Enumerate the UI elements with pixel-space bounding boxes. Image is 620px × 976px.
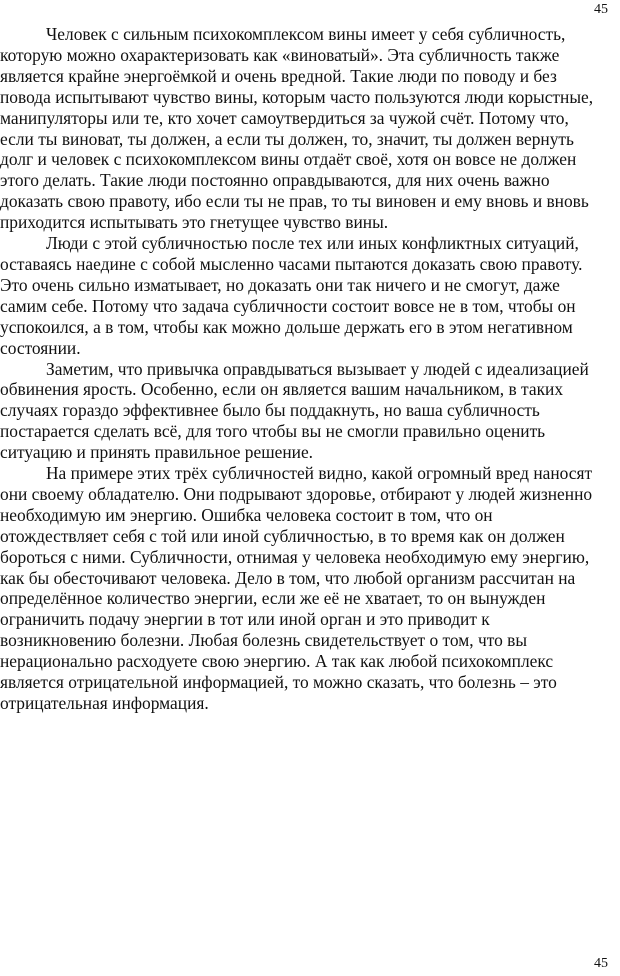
text-line: как бы обесточивают человека. Дело в том, что любой организм рассчитан на	[0, 567, 576, 588]
text-line: бороться с ними. Субличности, отнимая у человека необходимую ему энергию,	[0, 546, 590, 567]
text-line: определённое количество энергии, если же её не хватает, то он вынужден	[0, 588, 546, 609]
text-line: Люди с этой субличностью после тех или иных конфликтных ситуаций,	[46, 233, 579, 254]
text-line: этого делать. Такие люди постоянно оправдываются, для них очень важно	[0, 170, 550, 191]
text-line: возникновению болезни. Любая болезнь свидетельствует о том, что вы	[0, 630, 528, 651]
text-line: На примере этих трёх субличностей видно, какой огромный вред наносят	[46, 463, 593, 484]
paragraph-3	[0, 359, 614, 464]
text-line: является крайне энергоёмкой и очень вредной. Такие люди по поводу и без	[0, 65, 557, 86]
text-line: отождествляет себя с той или иной субличностью, в то время как он должен	[0, 525, 565, 546]
paragraph-4	[0, 463, 614, 714]
text-line: Это очень сильно изматывает, но доказать они так ничего и не смогут, даже	[0, 274, 560, 295]
text-line: ситуацию и принять правильное решение.	[0, 442, 314, 463]
text-line: повода испытывают чувство вины, которым часто пользуются люди корыстные,	[0, 86, 594, 107]
paragraph-1	[0, 24, 614, 233]
text-line: самим себе. Потому что задача субличности состоит вовсе не в том, чтобы он	[0, 295, 576, 316]
text-line: если ты виноват, ты должен, а если ты должен, то, значит, ты должен вернуть	[0, 128, 574, 149]
paragraph-2	[0, 233, 614, 358]
text-line: Человек с сильным психокомплексом вины имеет у себя субличность,	[46, 24, 566, 44]
text-line: отрицательная информация.	[0, 693, 209, 713]
text-line: которую можно охарактеризовать как «виноватый». Эта субличность также	[0, 44, 560, 65]
text-line: постарается сделать всё, для того чтобы вы не смогли правильно оценить	[0, 421, 546, 442]
text-line: долг и человек с психокомплексом вины отдаёт своё, хотя он вовсе не должен	[0, 149, 577, 170]
document-body	[0, 24, 614, 714]
text-line: обвинения ярость. Особенно, если он является вашим начальником, в таких	[0, 379, 564, 400]
text-line: оставаясь наедине с собой мысленно часами пытаются доказать свою правоту.	[0, 253, 583, 274]
text-line: Заметим, что привычка оправдываться вызывает у людей с идеализацией	[46, 358, 589, 379]
text-line: успокоился, а в том, чтобы как можно дольше держать его в этом негативном	[0, 316, 573, 337]
text-line: является отрицательной информацией, то можно сказать, что болезнь – это	[0, 672, 557, 693]
text-line: случаях гораздо эффективнее было бы поддакнуть, но ваша субличность	[0, 400, 540, 421]
text-line: доказать свою правоту, ибо если ты не прав, то ты виновен и ему вновь и вновь	[0, 191, 589, 212]
text-line: нерационально расходуете свою энергию. А так как любой психокомплекс	[0, 651, 554, 672]
text-line: ограничить подачу энергии в тот или иной орган и это приводит к	[0, 609, 490, 630]
page-number-bottom: 45	[594, 956, 608, 971]
text-line: они своему обладателю. Они подрывают здоровье, отбирают у людей жизненно	[0, 483, 593, 504]
text-line: приходится испытывать это гнетущее чувство вины.	[0, 212, 389, 233]
text-line: манипуляторы или те, кто хочет самоутвердиться за чужой счёт. Потому что,	[0, 107, 569, 128]
text-line: состоянии.	[0, 337, 81, 358]
text-line: необходимую им энергию. Ошибка человека состоит в том, что он	[0, 504, 493, 525]
page-number-top: 45	[594, 2, 608, 17]
